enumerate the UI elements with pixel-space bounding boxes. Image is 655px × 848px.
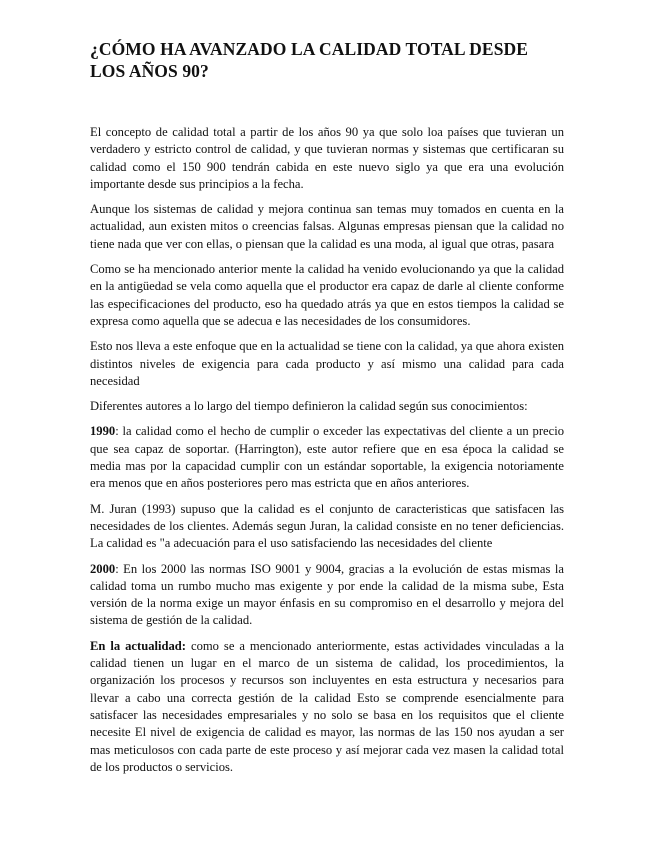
paragraph-5-text: Diferentes autores a lo largo del tiempo definieron la calidad según sus conocimientos: bbox=[90, 399, 528, 414]
paragraph-1990-text: : la calidad como el hecho de cumplir o exceder las expectativas del cliente a un precio que sea capaz de soportar. (Harrington), este autor refiere que en esa época la calidad se media mas por la capacidad cumplir con un estándar soportable, la exigencia notoriamente era menos que en años posteriores pero mas estricta que en años anteriores. bbox=[90, 424, 564, 491]
paragraph-4-text: Esto nos lleva a este enfoque que en la actualidad se tiene con la calidad, ya que ahora existen distintos niveles de exigencia para cada producto y así mismo una calidad para cada necesidad bbox=[90, 339, 564, 388]
paragraph-juran bbox=[90, 501, 564, 553]
paragraph-actualidad-lead: En la actualidad: bbox=[90, 638, 187, 653]
paragraph-1-text: El concepto de calidad total a partir de los años 90 ya que solo loa países que tuvieran un verdadero y estricto control de calidad, y que tuvieran normas y sistemas que certificaran su calidad como el 150 900 tendrán cabida en este nuevo siglo ya que era una evolución importante desde sus principios a la fecha. bbox=[90, 125, 564, 191]
paragraph-actualidad-text: como se a mencionado anteriormente, estas actividades vinculadas a la calidad tienen un lugar en el marco de un sistema de calidad, los procedimientos, la organización los procesos y recursos son incluyentes en esta estructura y necesarios para llevar a cabo una correcta gestión de la calidad Esto se comprende esencialmente para satisfacer las necesidades empresariales y no solo se basa en los requisitos que el cliente necesite El nivel de exigencia de calidad es mayor, las normas de las 150 nos ayudan a ser mas meticulosos con cada parte de este proceso y así mejorar cada vez masen la calidad total de los productos o servicios. bbox=[90, 638, 564, 774]
paragraph-juran-text: M. Juran (1993) supuso que la calidad es el conjunto de caracteristicas que satisfacen las necesidades de los clientes. Además segun Juran, la calidad consiste en no tener deficiencias. La calidad es "a adecuación para el uso satisfaciendo las necesidades del cliente bbox=[90, 501, 564, 551]
paragraph-actualidad bbox=[90, 638, 564, 776]
paragraph-1 bbox=[90, 124, 564, 193]
paragraph-3-text: Como se ha mencionado anterior mente la calidad ha venido evolucionando ya que la calidad en la antigüedad se vela como aquella que el productor era capaz de darle al cliente conforme las especificaciones del producto, eso ha quedado atrás ya que en estos tiempos la calidad se expresa como aquella que se adecua e las necesidades de los consumidores. bbox=[90, 262, 564, 328]
paragraph-5 bbox=[90, 398, 564, 415]
paragraph-1990 bbox=[90, 423, 564, 492]
paragraph-3 bbox=[90, 261, 564, 330]
document-title: ¿CÓMO HA AVANZADO LA CALIDAD TOTAL DESDE LOS AÑOS 90? bbox=[90, 39, 529, 81]
paragraph-2000-lead: 2000 bbox=[90, 561, 116, 576]
paragraph-1990-lead: 1990 bbox=[90, 424, 116, 439]
paragraph-2000 bbox=[90, 561, 564, 630]
paragraph-2000-text: : En los 2000 las normas ISO 9001 y 9004, gracias a la evolución de estas mismas la calidad toma un rumbo mucho mas exigente y por ende la calidad de la misma sube, Esta versión de la norma exige un mayor énfasis en su compromiso en el desarrollo y mejora del sistema de gestión de la calidad. bbox=[90, 561, 564, 628]
paragraph-4 bbox=[90, 338, 564, 390]
document-page bbox=[90, 38, 564, 784]
paragraph-2 bbox=[90, 201, 564, 253]
paragraph-2-text: Aunque los sistemas de calidad y mejora continua san temas muy tomados en cuenta en la actualidad, aun existen mitos o creencias falsas. Algunas empresas piensan que la calidad no tiene nada que ver con ellas, o piensan que la calidad es una moda, al igual que otras, pasara bbox=[90, 202, 564, 251]
